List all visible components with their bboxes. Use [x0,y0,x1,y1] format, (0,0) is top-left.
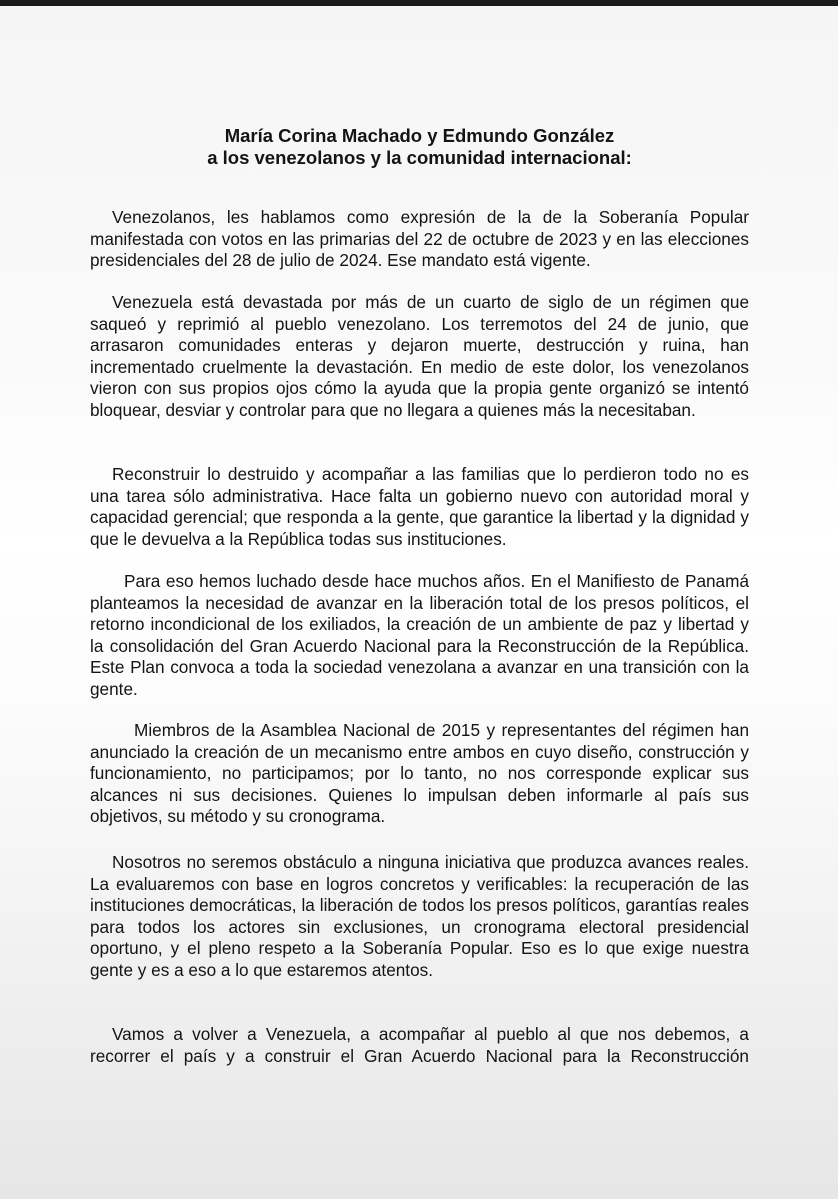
document-title-line-1: María Corina Machado y Edmundo González [224,125,615,146]
paragraph-4: Para eso hemos luchado desde hace muchos años. En el Manifiesto de Panamá planteamos la necesidad de avanzar en la liberación total de los presos políticos, el retorno incondicional de los exiliados, la creación de un ambiente de paz y libertad y la consolidación del Gran Acuerdo Nacional para la Reconstrucción de la República. Este Plan convoca a toda la sociedad venezolana a avanzar en una transición con la gente. [90,571,749,699]
document-page [0,6,838,1199]
document-title-line-2: a los venezolanos y la comunidad internacional: [207,147,632,168]
paragraph-5: Miembros de la Asamblea Nacional de 2015 y representantes del régimen han anunciado la creación de un mecanismo entre ambos en cuyo diseño, construcción y funcionamiento, no participamos; por lo tanto, no nos corresponde explicar sus alcances ni sus decisiones. Quienes lo impulsan deben informarle al país sus objetivos, su método y su cronograma. [90,720,749,826]
paragraph-3: Reconstruir lo destruido y acompañar a las familias que lo perdieron todo no es una tarea sólo administrativa. Hace falta un gobierno nuevo con autoridad moral y capacidad gerencial; que responda a la gente, que garantice la libertad y la dignidad y que le devuelva a la República todas sus instituciones. [90,464,749,549]
paragraph-1: Venezolanos, les hablamos como expresión de la de la Soberanía Popular manifestada con votos en las primarias del 22 de octubre de 2023 y en las elecciones presidenciales del 28 de julio de 2024. Ese mandato está vigente. [90,207,749,270]
paragraph-7: Vamos a volver a Venezuela, a acompañar al pueblo al que nos debemos, a recorrer el país y a construir el Gran Acuerdo Nacional para la Reconstrucción [90,1024,749,1066]
paragraph-6: Nosotros no seremos obstáculo a ninguna iniciativa que produzca avances reales. La evaluaremos con base en logros concretos y verificables: la recuperación de las instituciones democráticas, la liberación de todos los presos políticos, garantías reales para todos los actores sin exclusiones, un cronograma electoral presidencial oportuno, y el pleno respeto a la Soberanía Popular. Eso es lo que exige nuestra gente y es a eso a lo que estaremos atentos. [90,852,749,980]
paragraph-2: Venezuela está devastada por más de un cuarto de siglo de un régimen que saqueó y reprimió al pueblo venezolano. Los terremotos del 24 de junio, que arrasaron comunidades enteras y dejaron muerte, destrucción y ruina, han incrementado cruelmente la devastación. En medio de este dolor, los venezolanos vieron con sus propios ojos cómo la ayuda que la propia gente organizó se intentó bloquear, desviar y controlar para que no llegara a quienes más la necesitaban. [90,292,749,420]
